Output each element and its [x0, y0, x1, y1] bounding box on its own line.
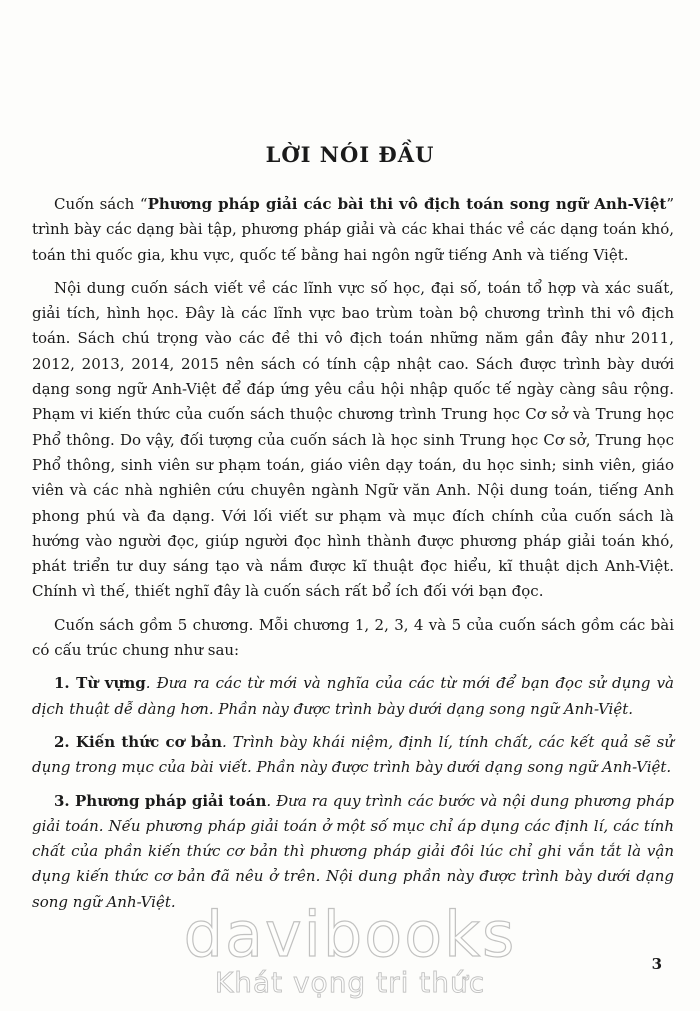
structure-paragraph: Cuốn sách gồm 5 chương. Mỗi chương 1, 2, 3, 4 và 5 của cuốn sách gồm các bài có cấu trúc chung như sau:: [32, 615, 674, 660]
item-text: . Đưa ra quy trình các bước và nội dung phương pháp giải toán. Nếu phương pháp giải toán ở một số mục chỉ áp dụng các định lí, các tính chất của phần kiến thức cơ bản thì phương pháp giải đôi lúc chỉ ghi vắn tắt là vận dụng kiến thức cơ bản đã nêu ở trên. Nội dung phần này được trình bày dưới dạng song ngữ Anh-Việt.: [32, 791, 674, 911]
item-heading: 2. Kiến thức cơ bản: [54, 732, 223, 751]
content-paragraph: Nội dung cuốn sách viết về các lĩnh vực số học, đại số, toán tổ hợp và xác suất, giải tích, hình học. Đây là các lĩnh vực bao trùm toàn bộ chương trình thi vô địch toán. Sách chú trọng vào các đề thi vô địch toán những năm gần đây như 2011, 2012, 2013, 2014, 2015 nên sách có tính cập nhật cao. Sách được trình bày dưới dạng song ngữ Anh-Việt để đáp ứng yêu cầu hội nhập quốc tế ngày càng sâu rộng. Phạm vi kiến thức của cuốn sách thuộc chương trình Trung học Cơ sở và Trung học Phổ thông. Do vậy, đối tượng của cuốn sách là học sinh Trung học Cơ sở, Trung học Phổ thông, sinh viên sư phạm toán, giáo viên dạy toán, du học sinh; sinh viên, giáo viên và các nhà nghiên cứu chuyên ngành Ngữ văn Anh. Nội dung toán, tiếng Anh phong phú và đa dạng. Với lối viết sư phạm và mục đích chính của cuốn sách là hướng vào người đọc, giúp người đọc hình thành được phương pháp giải toán khó, phát triển tư duy sáng tạo và nắm được kĩ thuật đọc hiểu, kĩ thuật dịch Anh-Việt. Chính vì thế, thiết nghĩ đây là cuốn sách rất bổ ích đối với bạn đọc.: [32, 278, 674, 601]
intro-rest: ” trình bày các dạng bài tập, phương pháp giải và các khai thác về các dạng toán khó, toán thi quốc gia, khu vực, quốc tế bằng hai ngôn ngữ tiếng Anh và tiếng Việt.: [32, 195, 674, 264]
intro-paragraph: [32, 192, 674, 268]
watermark-brand: davibooks: [183, 898, 517, 971]
item-heading: 3. Phương pháp giải toán: [54, 791, 267, 810]
item-text: . Trình bày khái niệm, định lí, tính chất, các kết quả sẽ sử dụng trong mục của bài viết. Phần này được trình bày dưới dạng song ngữ Anh-Việt.: [32, 732, 674, 777]
intro-lead: Cuốn sách “: [54, 195, 148, 213]
book-title: Phương pháp giải các bài thi vô địch toán song ngữ Anh-Việt: [147, 195, 667, 213]
page-number: 3: [651, 955, 662, 973]
item-solving-method: [32, 789, 674, 915]
preface-body: [32, 192, 674, 923]
item-vocabulary: [32, 671, 674, 722]
item-basic-knowledge: [32, 730, 674, 781]
item-text: . Đưa ra các từ mới và nghĩa của các từ mới để bạn đọc sử dụng và dịch thuật dễ dàng hơn. Phần này được trình bày dưới dạng song ngữ Anh-Việt.: [32, 674, 675, 718]
watermark-slogan: Khát vọng tri thức: [214, 966, 486, 999]
item-heading: 1. Từ vựng: [54, 674, 146, 693]
page-title: LỜI NÓI ĐẦU: [265, 142, 435, 167]
